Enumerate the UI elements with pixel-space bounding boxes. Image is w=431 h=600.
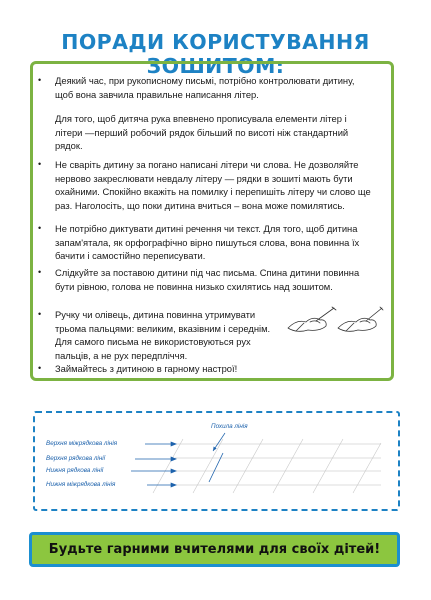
bullet: • <box>38 309 42 319</box>
guidelines-diagram <box>33 411 400 511</box>
lower-row-label: Нижня рядкова лінії <box>46 467 104 474</box>
tip-text: Деякий час, при рукописному письмі, потрібно контролювати дитину, щоб вона завчила правильне написання літер. <box>55 75 355 100</box>
tip-item <box>55 112 373 153</box>
upper-row-label: Верхня рядкова лінії <box>46 455 106 462</box>
tips-box <box>30 61 394 381</box>
tip-text: Для того, щоб дитяча рука впевнено прописувала елементи літер і літери —перший робочий рядок більший по висоті ніж стандартний рядок. <box>55 113 349 151</box>
motto-banner: Будьте гарними вчителями для своїх дітей! <box>29 532 400 567</box>
tip-text: Ручку чи олівець, дитина повинна утримувати трьома пальцями: великим, вказівним і середнім. Для самого письма не використовуються рух пальців, а не рух передпліччя. <box>55 309 271 361</box>
tip-text: Не потрібно диктувати дитині речення чи текст. Для того, щоб дитина запам'ятала, як орфографічно вірно пишуться слова, вона повинна їх бачити і самостійно переписувати. <box>55 223 360 261</box>
tip-item <box>38 74 373 101</box>
tip-text: Не сваріть дитину за погано написані літери чи слова. Не дозволяйте нервово закреслювати невдалу літеру — рядки в зошиті мають бути охайними. Спокійно вкажіть на помилку і перепишіть літеру чи слово ще раз. Наголосіть, що поки дитина вчиться – вона може помилятись. <box>55 159 371 211</box>
writing-hands-illustration <box>286 304 384 338</box>
page-title: ПОРАДИ КОРИСТУВАННЯ ЗОШИТОМ: <box>61 30 370 78</box>
tip-item <box>38 362 373 376</box>
bullet: • <box>38 267 42 277</box>
tip-item <box>38 308 275 362</box>
slope-line-label: Похила лінія <box>211 423 248 430</box>
bullet: • <box>38 159 42 169</box>
upper-interline-label: Верхня міжрядкова лінія <box>46 440 118 447</box>
tip-text: Слідкуйте за поставою дитини під час письма. Спина дитини повинна бути рівною, голова не повинна низько схилятись над зошитом. <box>55 267 360 292</box>
tip-text: Займайтесь з дитиною в гарному настрої! <box>55 363 238 374</box>
bullet: • <box>38 363 42 373</box>
tip-item <box>38 266 373 293</box>
bullet: • <box>38 75 42 85</box>
bullet: • <box>38 223 42 233</box>
tip-item <box>38 222 373 263</box>
tip-item <box>38 158 373 212</box>
lower-interline-label: Нижня міжрядкова лінія <box>46 481 116 488</box>
